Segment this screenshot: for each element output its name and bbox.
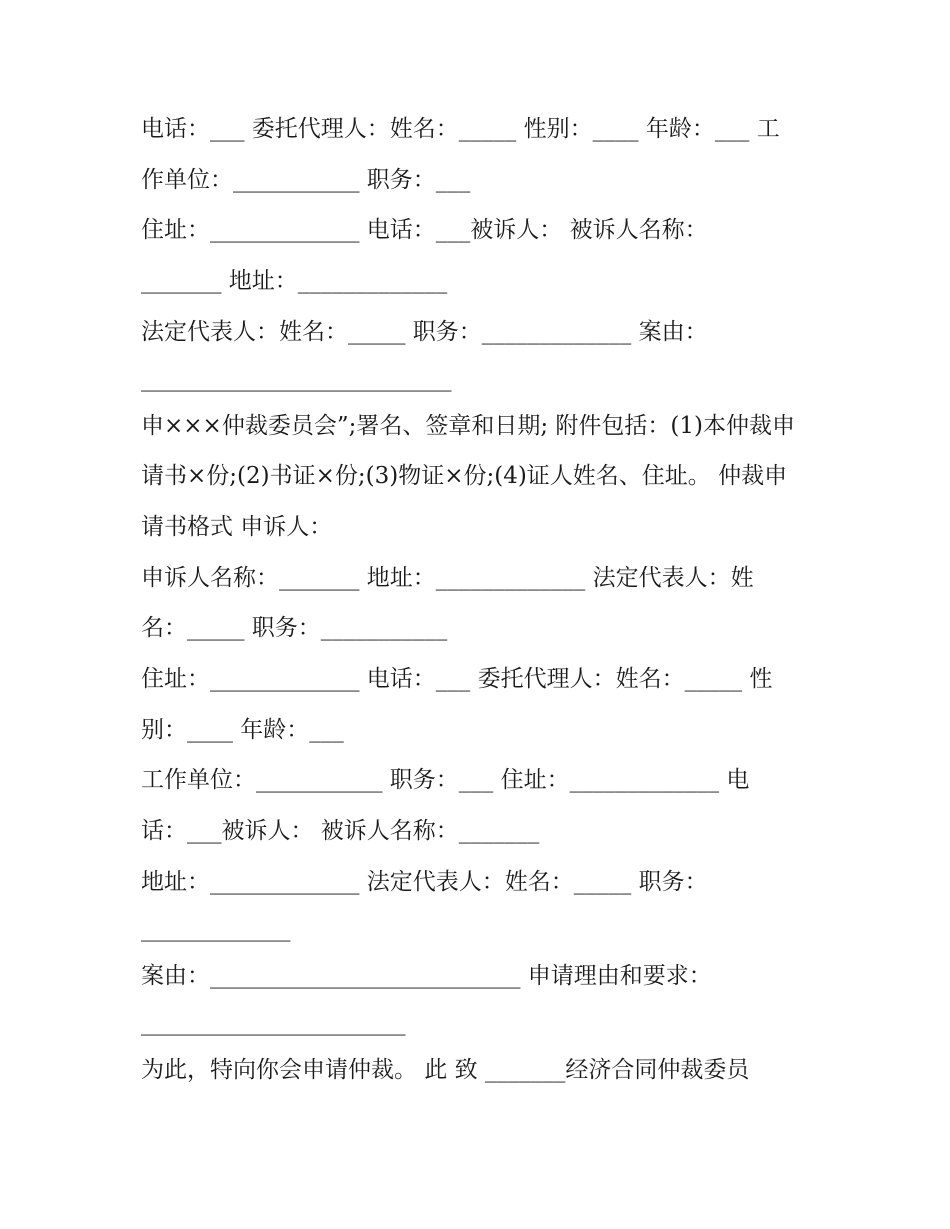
text-line: 住址：_____________ 电话：___被诉人： 被诉人名称： xyxy=(141,217,708,243)
text-line: 住址：_____________ 电话：___ 委托代理人：姓名：_____ 性 xyxy=(141,666,773,692)
text-line: 电话：___ 委托代理人：姓名：_____ 性别：____ 年龄：___ 工 xyxy=(141,116,780,142)
text-line: 请书格式 申诉人： xyxy=(141,514,333,540)
text-line: 为此，特向你会申请仲裁。 此 致 _______经济合同仲裁委员 xyxy=(141,1057,750,1083)
text-line: _____________ xyxy=(141,916,291,942)
text-line: 申×××仲裁委员会”;署名、签章和日期; 附件包括：(1)本仲裁申 xyxy=(141,413,795,439)
text-line: 请书×份;(2)书证×份;(3)物证×份;(4)证人姓名、住址。 仲裁申 xyxy=(141,463,788,489)
text-line: ___________________________ xyxy=(141,366,452,392)
text-line: 工作单位：___________ 职务：___ 住址：_____________ 电 xyxy=(141,767,750,793)
text-line: 话：___被诉人： 被诉人名称：_______ xyxy=(141,818,540,844)
text-line: 地址：_____________ 法定代表人：姓名：_____ 职务： xyxy=(141,869,708,895)
text-line: 名：_____ 职务：___________ xyxy=(141,615,448,641)
text-line: 法定代表人：姓名：_____ 职务：_____________ 案由： xyxy=(141,319,708,345)
text-line: 申诉人名称：_______ 地址：_____________ 法定代表人：姓 xyxy=(141,565,754,591)
text-line: _______________________ xyxy=(141,1010,406,1036)
text-line: 作单位：___________ 职务：___ xyxy=(141,167,471,193)
text-line: _______ 地址：_____________ xyxy=(141,268,448,294)
text-line: 别：____ 年龄：___ xyxy=(141,717,344,743)
text-line: 案由：___________________________ 申请理由和要求： xyxy=(141,963,712,989)
